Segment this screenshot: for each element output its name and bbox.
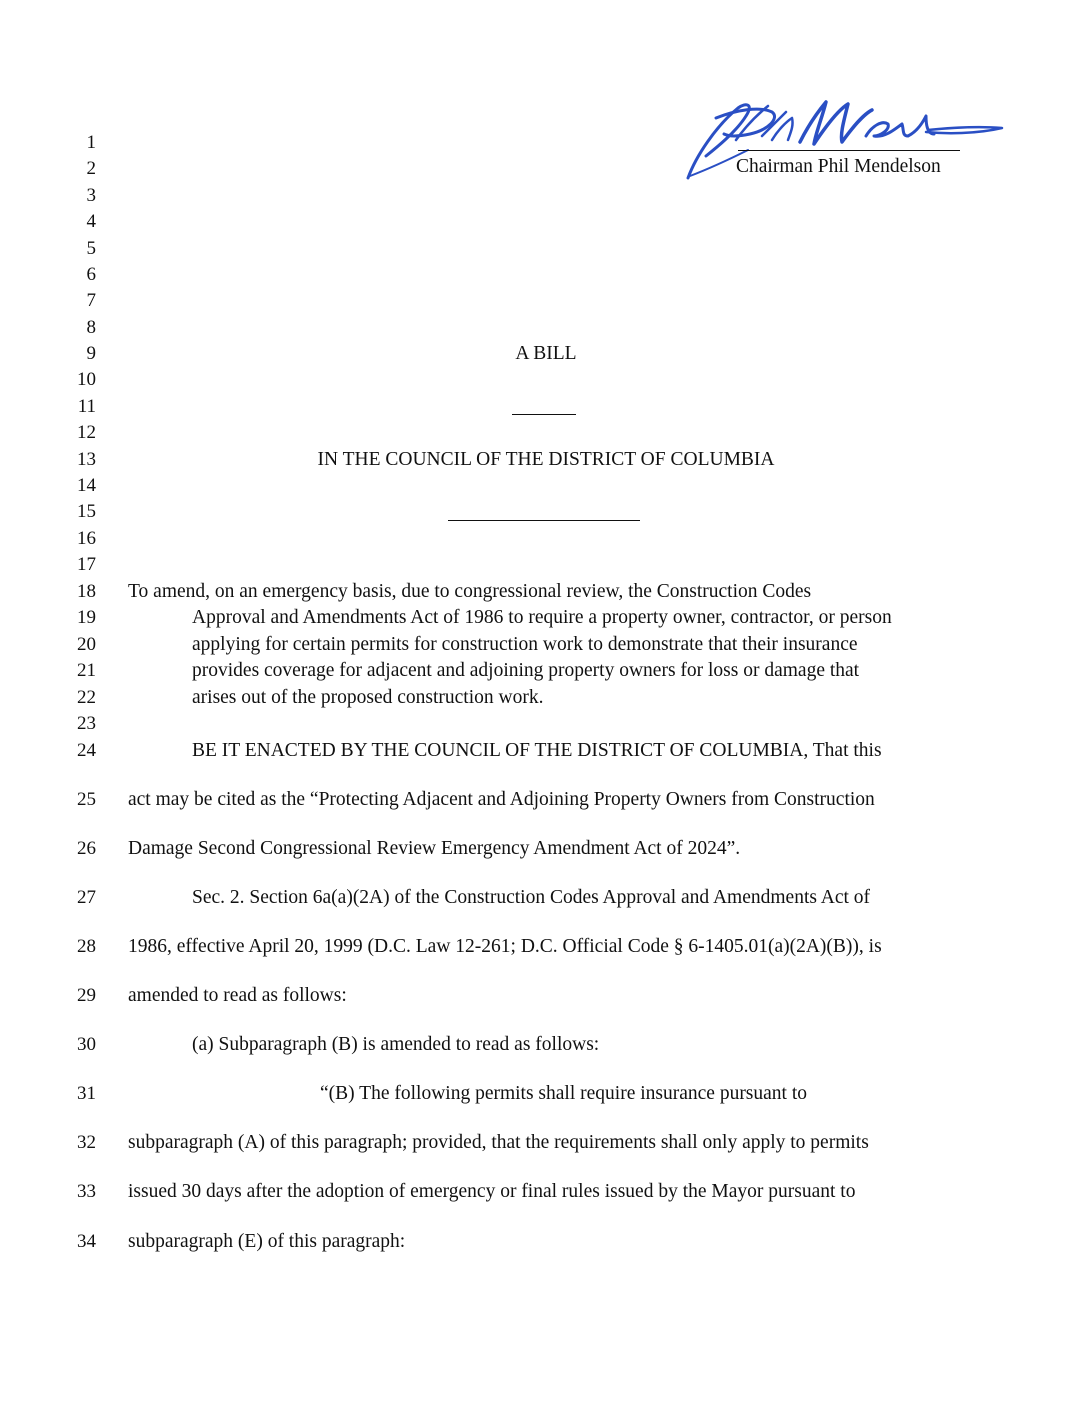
title-line: arises out of the proposed construction work.: [192, 687, 544, 708]
line-number: 11: [77, 396, 96, 417]
title-line: Approval and Amendments Act of 1986 to require a property owner, contractor, or person: [192, 607, 892, 628]
line-number: 22: [77, 687, 96, 708]
title-line: provides coverage for adjacent and adjoining property owners for loss or damage that: [192, 660, 860, 681]
heading-rule-short: [512, 414, 576, 415]
line-number: 8: [86, 317, 96, 338]
line-number: 7: [86, 290, 96, 311]
line-number: 9: [86, 343, 96, 364]
body-line: (a) Subparagraph (B) is amended to read as follows:: [192, 1034, 600, 1055]
line-number: 27: [77, 887, 96, 908]
body-line: subparagraph (E) of this paragraph:: [128, 1231, 406, 1252]
body-line: amended to read as follows:: [128, 985, 347, 1006]
line-number: 16: [77, 528, 96, 549]
body-line: BE IT ENACTED BY THE COUNCIL OF THE DISTRICT OF COLUMBIA, That this: [192, 740, 882, 761]
line-number: 32: [77, 1132, 96, 1153]
line-number: 31: [77, 1083, 96, 1104]
line-number: 34: [77, 1231, 96, 1252]
body-line: Damage Second Congressional Review Emergency Amendment Act of 2024”.: [128, 838, 741, 859]
line-number: 24: [77, 740, 96, 761]
line-number: 23: [77, 713, 96, 734]
line-number: 6: [86, 264, 96, 285]
line-number: 2: [86, 158, 96, 179]
body-line: subparagraph (A) of this paragraph; provided, that the requirements shall only apply to permits: [128, 1132, 869, 1153]
line-number: 33: [77, 1181, 96, 1202]
signature-line: [738, 150, 960, 151]
body-line: “(B) The following permits shall require insurance pursuant to: [320, 1083, 808, 1104]
line-number: 26: [77, 838, 96, 859]
line-number: 4: [86, 211, 96, 232]
line-number: 19: [77, 607, 96, 628]
title-line: applying for certain permits for construction work to demonstrate that their insurance: [192, 634, 858, 655]
title-line: To amend, on an emergency basis, due to congressional review, the Construction Codes: [128, 581, 812, 602]
line-number: 5: [86, 238, 96, 259]
line-number: 25: [77, 789, 96, 810]
line-number: 12: [77, 422, 96, 443]
line-number: 30: [77, 1034, 96, 1055]
body-line: issued 30 days after the adoption of emergency or final rules issued by the Mayor pursuant to: [128, 1181, 856, 1202]
line-number: 20: [77, 634, 96, 655]
line-number: 21: [77, 660, 96, 681]
signer-title: Chairman Phil Mendelson: [736, 156, 941, 177]
line-number: 17: [77, 554, 96, 575]
body-line: 1986, effective April 20, 1999 (D.C. Law 12-261; D.C. Official Code § 6-1405.01(a)(2A)(B)), is: [128, 936, 882, 957]
line-number: 1: [86, 132, 96, 153]
bill-heading: A BILL: [515, 343, 577, 364]
line-number: 29: [77, 985, 96, 1006]
line-number: 18: [77, 581, 96, 602]
council-heading: IN THE COUNCIL OF THE DISTRICT OF COLUMBIA: [317, 449, 775, 470]
heading-rule-long: [448, 520, 640, 521]
line-number: 14: [77, 475, 96, 496]
line-number: 15: [77, 501, 96, 522]
line-number: 10: [77, 369, 96, 390]
body-line: act may be cited as the “Protecting Adjacent and Adjoining Property Owners from Construction: [128, 789, 875, 810]
line-number: 13: [77, 449, 96, 470]
body-line: Sec. 2. Section 6a(a)(2A) of the Construction Codes Approval and Amendments Act of: [192, 887, 871, 908]
line-number: 28: [77, 936, 96, 957]
line-number: 3: [86, 185, 96, 206]
